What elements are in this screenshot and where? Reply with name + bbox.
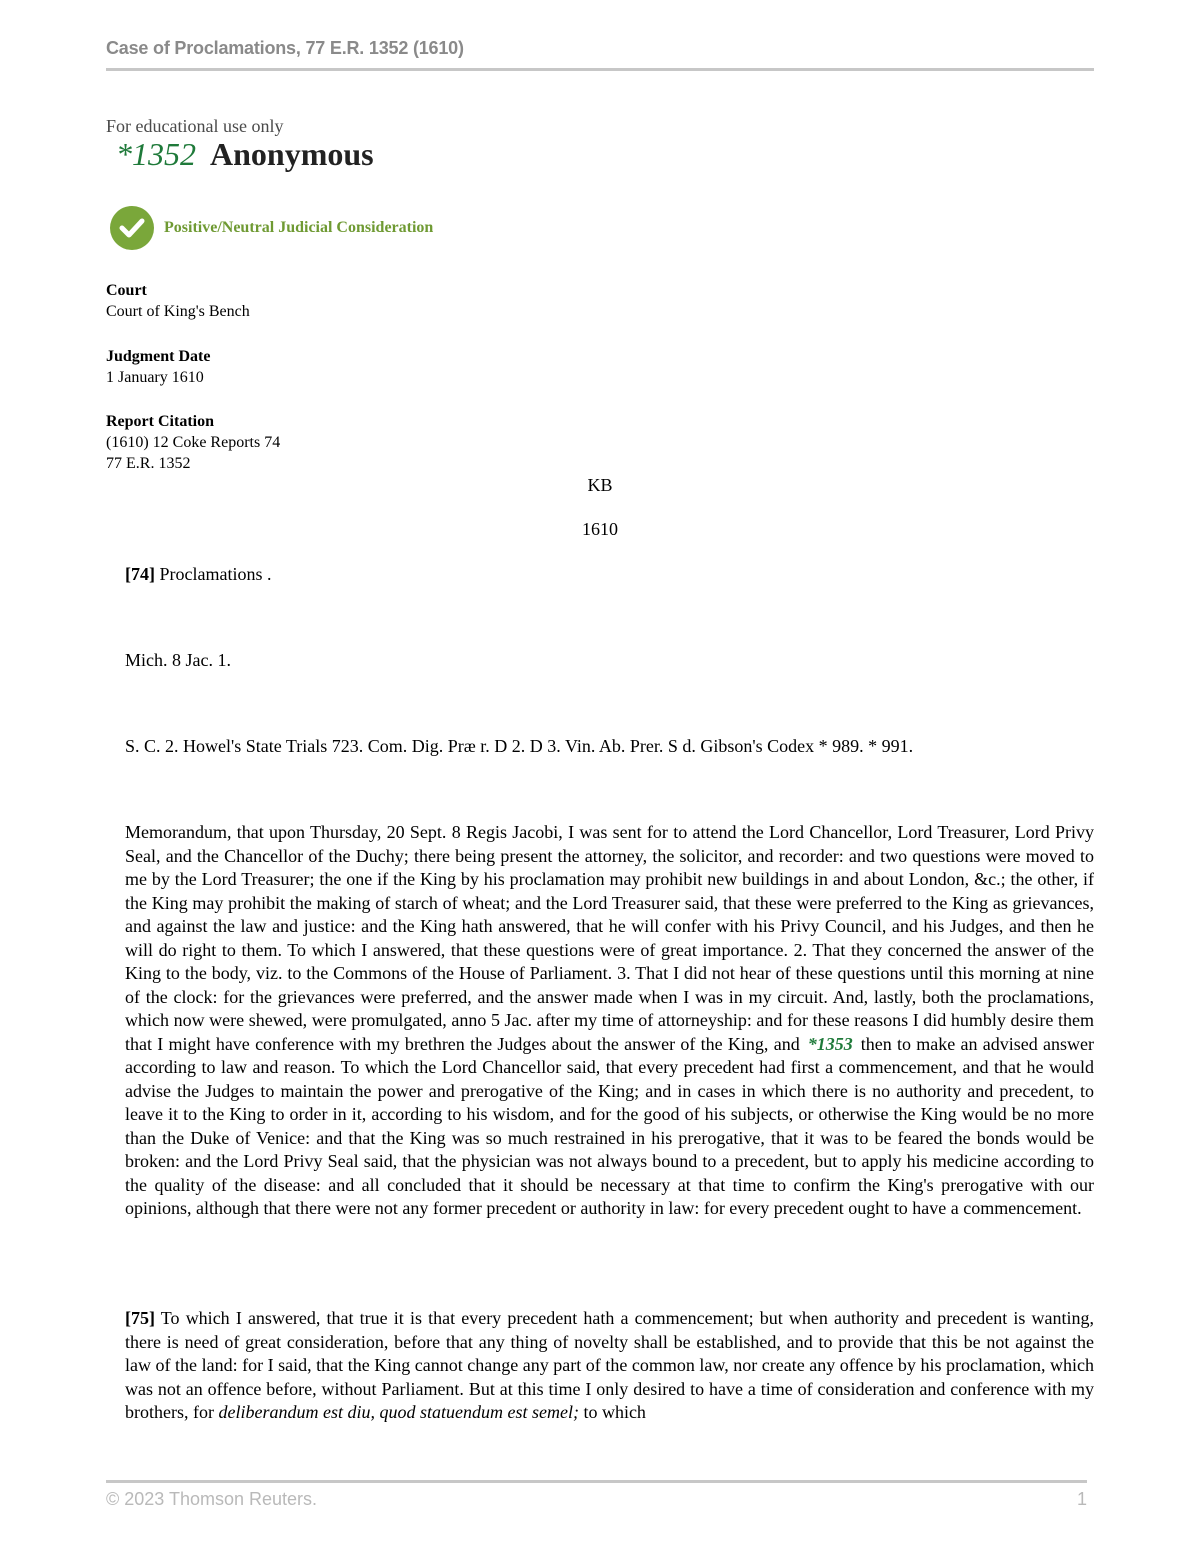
star-page-marker[interactable]: *1352 bbox=[116, 136, 196, 172]
document-title: Case of Proclamations, 77 E.R. 1352 (1610) bbox=[106, 38, 464, 58]
treatment-badge[interactable] bbox=[110, 205, 433, 251]
paragraph bbox=[125, 563, 1094, 587]
paragraph bbox=[125, 1307, 1094, 1425]
report-page-number: [74] bbox=[125, 564, 155, 584]
court-section bbox=[106, 280, 250, 322]
year-line: 1610 bbox=[582, 519, 618, 539]
page-number: 1 bbox=[1076, 1489, 1087, 1509]
paragraph-text: To which I answered, that true it is that every precedent hath a commencement; but when authority and precedent is wanting, there is need of great consideration, before that any thing of novelty shall be established, and to provide that this be not against the law of the land: for I said, that the King cannot change any part of the common law, nor create any offence by his proclamation, which was not an offence before, without Parliament. But at this time I only desired to have a time of consideration and conference with my brothers, for bbox=[125, 1308, 1094, 1422]
copyright: © 2023 Thomson Reuters. bbox=[106, 1489, 318, 1509]
paragraph-text: then to make an advised answer according to law and reason. To which the Lord Chancellor said, that every precedent had first a commencement, and that he would advise the Judges to maintain the power and prerogative of the King; and in cases in which there is no authority and precedent, to leave it to the King to order in it, according to his wisdom, and for the good of his subjects, or otherwise the King would be no more than the Duke of Venice: and that the King was so much restrained in his prerogative, that it was to be feared the bonds would be broken: and the Lord Privy Seal said, that the physician was not always bound to a precedent, but to apply his medicine according to the quality of the disease: and all concluded that it should be necessary at that time to confirm the King's prerogative with our opinions, although that there were not any former precedent or authority in law: for every precedent ought to have a commencement. bbox=[125, 1033, 1095, 1218]
case-title bbox=[116, 134, 374, 174]
educational-notice: For educational use only bbox=[106, 116, 284, 136]
page-footer bbox=[106, 1480, 1087, 1513]
citation-value: (1610) 12 Coke Reports 74 bbox=[106, 434, 281, 451]
court-abbreviation: KB bbox=[587, 475, 613, 495]
report-page-number: [75] bbox=[125, 1308, 155, 1328]
paragraph-text: to which bbox=[578, 1402, 646, 1422]
court-value: Court of King's Bench bbox=[106, 303, 250, 320]
court-label: Court bbox=[106, 282, 147, 299]
citation-value: 77 E.R. 1352 bbox=[106, 455, 191, 472]
latin-maxim: deliberandum est diu, quod statuendum est semel; bbox=[218, 1402, 579, 1422]
check-circle-icon bbox=[110, 206, 154, 250]
judgment-date-section bbox=[106, 346, 210, 388]
treatment-label[interactable]: Positive/Neutral Judicial Consideration bbox=[164, 219, 434, 236]
paragraph bbox=[125, 821, 1094, 1221]
case-name: Anonymous bbox=[210, 136, 374, 172]
judgment-date-label: Judgment Date bbox=[106, 348, 211, 365]
paragraph-text: Proclamations . bbox=[155, 564, 272, 584]
paragraph: Mich. 8 Jac. 1. bbox=[125, 650, 231, 670]
citation-label: Report Citation bbox=[106, 413, 214, 430]
paragraph: S. C. 2. Howel's State Trials 723. Com. Dig. Præ r. D 2. D 3. Vin. Ab. Prer. S d. Gibson's Codex * 989. * 991. bbox=[125, 736, 914, 756]
citation-section bbox=[106, 411, 280, 474]
star-page-marker[interactable]: *1353 bbox=[807, 1033, 853, 1054]
judgment-date-value: 1 January 1610 bbox=[106, 369, 204, 386]
page-header bbox=[106, 36, 1094, 71]
paragraph-text: Memorandum, that upon Thursday, 20 Sept. 8 Regis Jacobi, I was sent for to attend the Lord Chancellor, Lord Treasurer, Lord Privy Seal, and the Chancellor of the Duchy; there being present the attorney, the solicitor, and recorder: and two questions were moved to me by the Lord Treasurer; the one if the King by his proclamation may prohibit new buildings in and about London, &c.; the other, if the King may prohibit the making of starch of wheat; and the Lord Treasurer said, that these were preferred to the King as grievances, and against the law and justice: and the King hath answered, that he will confer with his Privy Council, and his Judges, and then he will do right to them. To which I answered, that these questions were of great importance. 2. That they concerned the answer of the King to the body, viz. to the Commons of the House of Parliament. 3. That I did not hear of these questions until this morning at nine of the clock: for the grievances were preferred, and the answer made when I was in my circuit. And, lastly, both the proclamations, which now were shewed, were promulgated, anno 5 Jac. after my time of attorneyship: and for these reasons I did humbly desire them that I might have conference with my brethren the Judges about the answer of the King, and bbox=[125, 822, 1094, 1054]
